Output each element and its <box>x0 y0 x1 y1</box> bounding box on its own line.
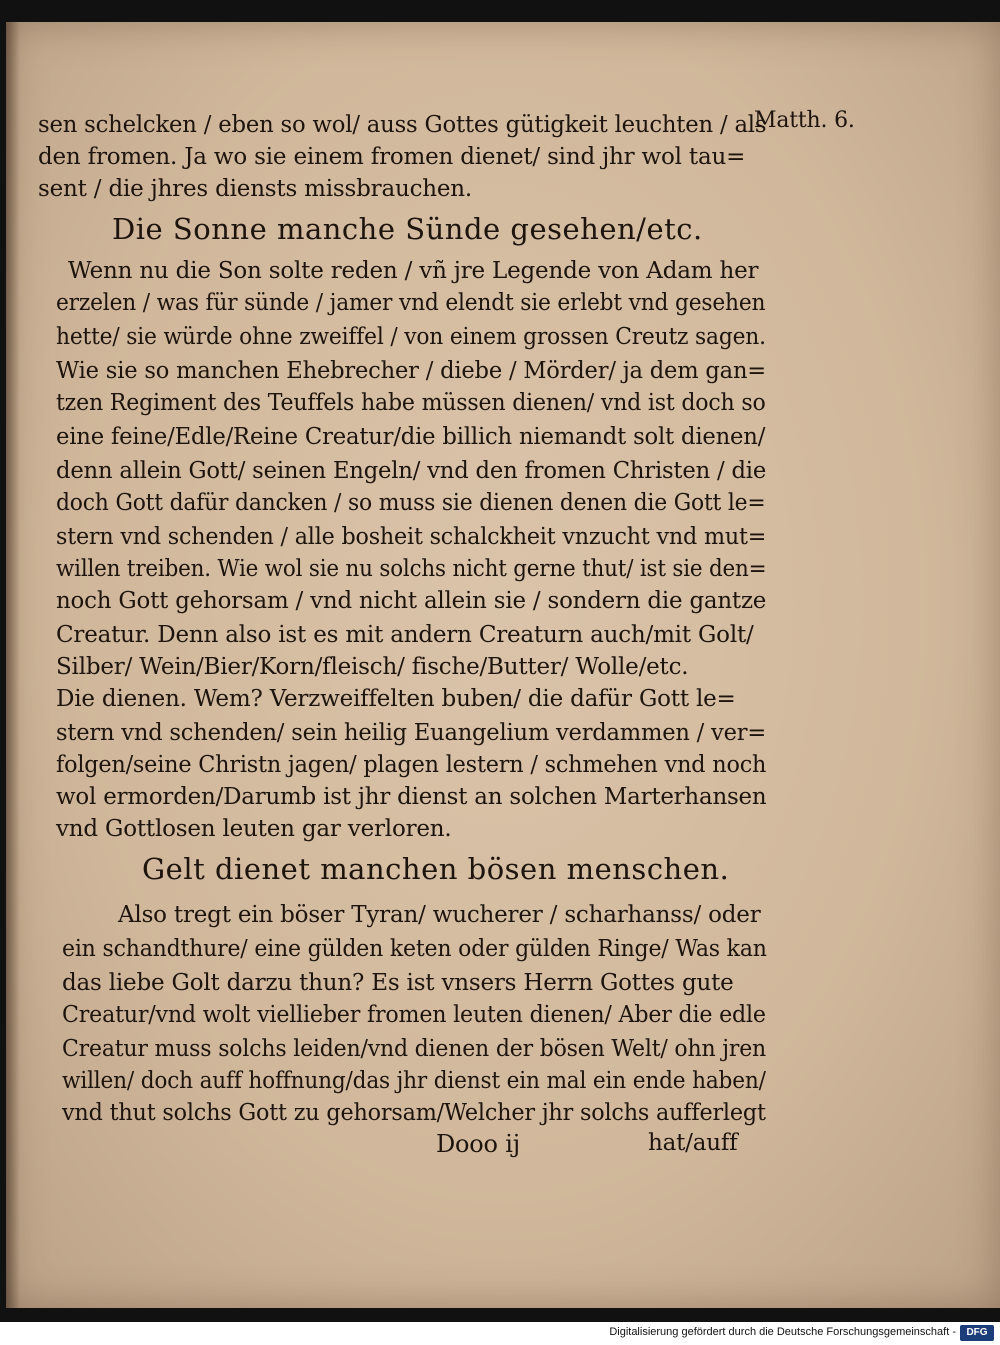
text-line: vnd thut solchs Gott zu gehorsam/Welcher jhr solchs aufferlegt <box>62 1100 766 1126</box>
text-line: stern vnd schenden/ sein heilig Euangelium verdammen / ver= <box>56 720 767 746</box>
text-line: eine feine/Edle/Reine Creatur/die billich niemandt solt dienen/ <box>56 424 766 450</box>
text-line: den fromen. Ja wo sie einem fromen dienet/ sind jhr wol tau= <box>38 144 746 170</box>
text-line: das liebe Golt darzu thun? Es ist vnsers Herrn Gottes gute <box>62 970 734 996</box>
footer-credit: Digitalisierung gefördert durch die Deutsche Forschungsgemeinschaft - <box>609 1326 956 1338</box>
text-line: willen/ doch auff hoffnung/das jhr dienst ein mal ein ende haben/ <box>62 1068 766 1094</box>
dfg-logo: DFG <box>960 1325 994 1341</box>
text-line: hette/ sie würde ohne zweiffel / von einem grossen Creutz sagen. <box>56 324 766 350</box>
section-heading: Die Sonne manche Sünde gesehen/etc. <box>112 212 703 246</box>
text-line: ein schandthure/ eine gülden keten oder gülden Ringe/ Was kan <box>62 936 767 962</box>
text-line: Creatur muss solchs leiden/vnd dienen der bösen Welt/ ohn jren <box>62 1036 767 1062</box>
signature-mark: Dooo ij <box>436 1130 520 1158</box>
text-line: Creatur/vnd wolt viellieber fromen leuten dienen/ Aber die edle <box>62 1002 766 1028</box>
book-page <box>6 22 1000 1308</box>
text-line: Also tregt ein böser Tyran/ wucherer / scharhanss/ oder <box>118 902 761 928</box>
text-line: tzen Regiment des Teuffels habe müssen dienen/ vnd ist doch so <box>56 390 766 416</box>
text-line: sent / die jhres diensts missbrauchen. <box>38 176 473 202</box>
text-line: Creatur. Denn also ist es mit andern Creaturn auch/mit Golt/ <box>56 622 754 648</box>
text-line: willen treiben. Wie wol sie nu solchs nicht gerne thut/ ist sie den= <box>56 556 767 582</box>
text-line: denn allein Gott/ seinen Engeln/ vnd den fromen Christen / die <box>56 458 767 484</box>
margin-note: Matth. 6. <box>754 108 855 133</box>
footer-bar <box>0 1322 1000 1345</box>
catchword: hat/auff <box>648 1130 738 1156</box>
text-line: stern vnd schenden / alle bosheit schalckheit vnzucht vnd mut= <box>56 524 767 550</box>
text-line: wol ermorden/Darumb ist jhr dienst an solchen Marterhansen <box>56 784 767 810</box>
text-line: erzelen / was für sünde / jamer vnd elendt sie erlebt vnd gesehen <box>56 290 766 316</box>
text-line: Die dienen. Wem? Verzweiffelten buben/ die dafür Gott le= <box>56 686 736 712</box>
text-line: vnd Gottlosen leuten gar verloren. <box>56 816 452 842</box>
text-line: Wie sie so manchen Ehebrecher / diebe / Mörder/ ja dem gan= <box>56 358 767 384</box>
text-line: noch Gott gehorsam / vnd nicht allein sie / sondern die gantze <box>56 588 767 614</box>
text-line: Silber/ Wein/Bier/Korn/fleisch/ fische/Butter/ Wolle/etc. <box>56 654 689 680</box>
section-heading: Gelt dienet manchen bösen menschen. <box>142 852 730 886</box>
page-gutter-shadow <box>6 22 20 1308</box>
text-line: folgen/seine Christn jagen/ plagen lestern / schmehen vnd noch <box>56 752 767 778</box>
text-line: doch Gott dafür dancken / so muss sie dienen denen die Gott le= <box>56 490 766 516</box>
text-line: Wenn nu die Son solte reden / vñ jre Legende von Adam her <box>68 258 759 284</box>
text-line: sen schelcken / eben so wol/ auss Gottes gütigkeit leuchten / als <box>38 112 767 138</box>
